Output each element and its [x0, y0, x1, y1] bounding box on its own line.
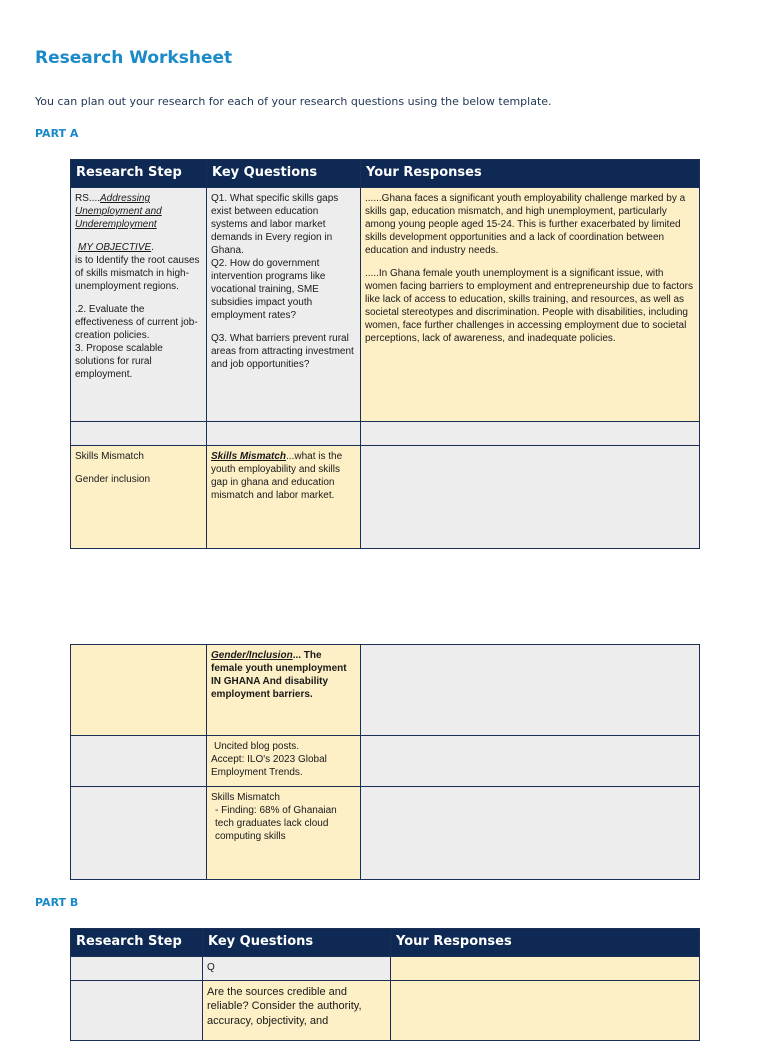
question-3: Q3. What barriers prevent rural areas from attracting investment and job opportunities? — [211, 333, 354, 370]
table-row — [71, 422, 700, 446]
responses-cell[interactable] — [361, 422, 700, 446]
research-step-cell[interactable]: RS....Addressing Unemployment and Underemployment MY OBJECTIVE. is to Identify the root causes of skills mismatch in high-unemployment regions. .2. Evaluate the effectiveness of current job-creation policies. 3. Propose scalable solutions for rural employment. — [71, 188, 207, 422]
research-step-cell[interactable] — [71, 446, 207, 549]
header-key-questions: Key Questions — [203, 929, 391, 957]
research-step-cell[interactable] — [71, 787, 207, 880]
step-skills-mismatch: Skills Mismatch — [75, 451, 144, 462]
responses-cell[interactable] — [361, 188, 700, 422]
question-text: ... The female youth unemployment IN GHANA And disability employment barriers. — [211, 650, 347, 700]
question-1: Q1. What specific skills gaps exist between education systems and labor market demands in Every region in Ghana. — [211, 193, 339, 256]
source-note-2: Accept: ILO's 2023 Global Employment Trends. — [211, 754, 327, 778]
responses-cell[interactable] — [391, 957, 700, 981]
key-questions-cell[interactable] — [203, 957, 391, 981]
key-questions-cell[interactable] — [207, 446, 361, 549]
response-1: ......Ghana faces a significant youth employability challenge marked by a skills gap, education mismatch, and high unemployment, particularly among young people aged 15-24. This is further exacerbated by limited skills development opportunities and a lack of coordination between education and industry needs. — [365, 193, 686, 256]
responses-cell[interactable] — [361, 787, 700, 880]
header-your-responses: Your Responses — [391, 929, 700, 957]
key-questions-cell[interactable] — [207, 422, 361, 446]
part-a-table — [70, 159, 700, 549]
table-row — [71, 787, 700, 880]
question-title: Skills Mismatch — [211, 451, 287, 462]
header-your-responses: Your Responses — [361, 160, 700, 188]
responses-cell[interactable] — [361, 446, 700, 549]
question-2: Q2. How do government intervention programs like vocational training, SME subsidies impact youth employment rates? — [211, 258, 326, 321]
response-2: .....In Ghana female youth unemployment is a significant issue, with women facing barriers to employment and entrepreneurship due to factors like lack of access to education, skills training, and resources, as well as societal stereotypes and discrimination. People with disabilities, including women, face further challenges in accessing employment due to societal perceptions, lack of awareness, and inadequate policies. — [365, 268, 693, 344]
header-research-step: Research Step — [71, 929, 203, 957]
objective-point-3: 3. Propose scalable solutions for rural employment. — [75, 343, 163, 380]
step-title: Addressing Unemployment and Underemployment — [75, 193, 162, 230]
key-questions-cell[interactable] — [207, 787, 361, 880]
header-research-step: Research Step — [71, 160, 207, 188]
responses-cell[interactable] — [391, 981, 700, 1041]
question-text: Q — [207, 962, 215, 973]
part-b-label: PART B — [35, 896, 79, 909]
finding-text: - Finding: 68% of Ghanaian tech graduates lack cloud computing skills — [215, 805, 337, 842]
key-questions-cell[interactable] — [207, 736, 361, 787]
part-a-continued-table — [70, 644, 700, 880]
table-row — [71, 736, 700, 787]
table-row — [71, 446, 700, 549]
step-gender-inclusion: Gender inclusion — [75, 474, 151, 485]
research-step-cell[interactable] — [71, 645, 207, 736]
responses-cell[interactable] — [361, 645, 700, 736]
table-row — [71, 957, 700, 981]
key-questions-cell[interactable] — [207, 188, 361, 422]
table-row — [71, 188, 700, 422]
research-step-cell[interactable] — [71, 736, 207, 787]
part-a-label: PART A — [35, 127, 79, 140]
research-step-cell[interactable] — [71, 981, 203, 1041]
question-title: Gender/Inclusion — [211, 650, 293, 661]
step-prefix: RS.... — [75, 193, 101, 204]
table-header-row — [71, 929, 700, 957]
objective-point-2: .2. Evaluate the effectiveness of current job-creation policies. — [75, 304, 198, 341]
objective-text: is to Identify the root causes of skills mismatch in high-unemployment regions. — [75, 255, 200, 292]
table-row — [71, 645, 700, 736]
question-text: Are the sources credible and reliable? Consider the authority, accuracy, objectivity, and — [207, 986, 362, 1027]
table-row — [71, 981, 700, 1041]
objective-label: MY OBJECTIVE — [78, 242, 152, 253]
research-step-cell[interactable] — [71, 957, 203, 981]
source-note-1: Uncited blog posts. — [214, 741, 300, 752]
intro-text: You can plan out your research for each of your research questions using the below template. — [35, 95, 552, 108]
finding-title: Skills Mismatch — [211, 792, 280, 803]
question-text: ...what is the youth employability and skills gap in ghana and education mismatch and labor market. — [211, 451, 343, 501]
key-questions-cell[interactable] — [203, 981, 391, 1041]
table-header-row — [71, 160, 700, 188]
research-step-cell[interactable] — [71, 422, 207, 446]
responses-cell[interactable] — [361, 736, 700, 787]
part-b-table — [70, 928, 700, 1041]
key-questions-cell[interactable] — [207, 645, 361, 736]
header-key-questions: Key Questions — [207, 160, 361, 188]
page-title: Research Worksheet — [35, 48, 233, 68]
